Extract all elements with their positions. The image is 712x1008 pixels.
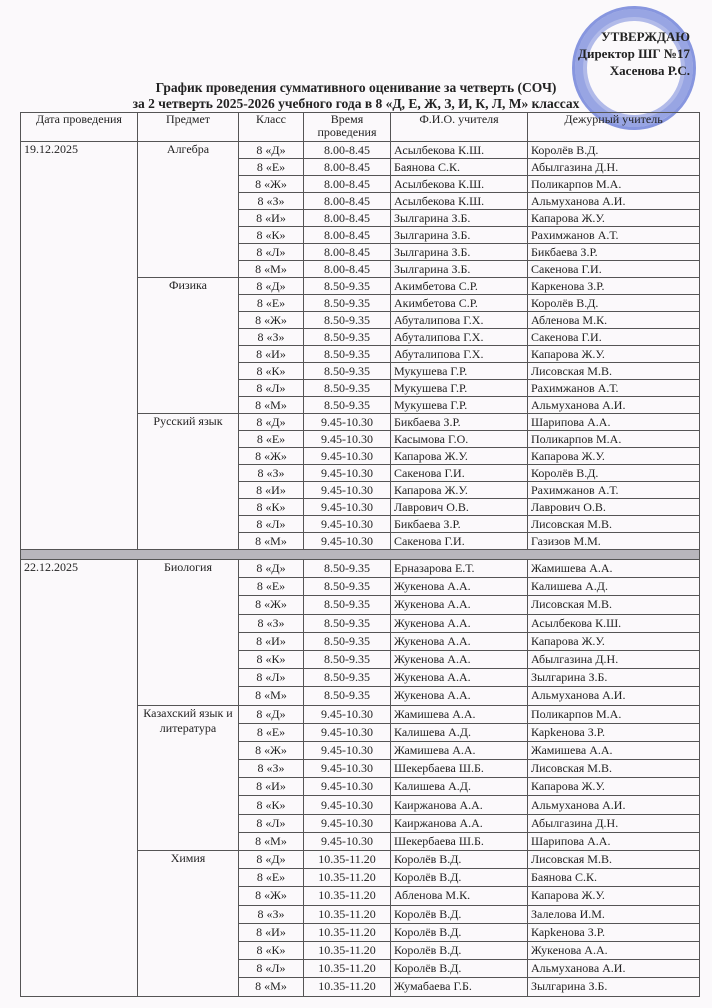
teacher-cell: Королёв В.Д. [391, 960, 528, 978]
class-cell: 8 «З» [239, 329, 304, 346]
class-cell: 8 «И» [239, 346, 304, 363]
approval-name: Хасенова Р.С. [609, 63, 690, 78]
time-cell: 10.35-11.20 [304, 869, 391, 887]
teacher-cell: Асылбекова К.Ш. [391, 142, 528, 159]
time-cell: 8.00-8.45 [304, 142, 391, 159]
time-cell: 10.35-11.20 [304, 978, 391, 996]
time-cell: 9.45-10.30 [304, 499, 391, 516]
teacher-cell: Акимбетова С.Р. [391, 278, 528, 295]
teacher-cell: Шекербаева Ш.Б. [391, 832, 528, 850]
duty-teacher-cell: Сакенова Г.И. [528, 261, 700, 278]
teacher-cell: Бикбаева З.Р. [391, 516, 528, 533]
class-cell: 8 «Д» [239, 414, 304, 431]
teacher-cell: Калишева А.Д. [391, 723, 528, 741]
header-date: Дата проведения [21, 113, 138, 142]
time-cell: 8.50-9.35 [304, 560, 391, 578]
teacher-cell: Каиржанова А.А. [391, 814, 528, 832]
teacher-cell: Королёв В.Д. [391, 923, 528, 941]
table-row [21, 142, 700, 159]
class-cell: 8 «М» [239, 533, 304, 550]
teacher-cell: Королёв В.Д. [391, 869, 528, 887]
class-cell: 8 «Е» [239, 295, 304, 312]
time-cell: 10.35-11.20 [304, 923, 391, 941]
header-subject: Предмет [138, 113, 239, 142]
teacher-cell: Королёв В.Д. [391, 851, 528, 869]
header-time: Время проведения [304, 113, 391, 142]
time-cell: 8.00-8.45 [304, 261, 391, 278]
time-cell: 8.50-9.35 [304, 363, 391, 380]
duty-teacher-cell: Жамишева А.А. [528, 741, 700, 759]
class-cell: 8 «К» [239, 796, 304, 814]
teacher-cell: Жукенова А.А. [391, 669, 528, 687]
teacher-cell: Зылгарина З.Б. [391, 244, 528, 261]
class-cell: 8 «М» [239, 832, 304, 850]
class-cell: 8 «З» [239, 760, 304, 778]
duty-teacher-cell: Рахимжанов А.Т. [528, 482, 700, 499]
duty-teacher-cell: Лаврович О.В. [528, 499, 700, 516]
duty-teacher-cell: Капарова Ж.У. [528, 210, 700, 227]
class-cell: 8 «З» [239, 614, 304, 632]
class-cell: 8 «К» [239, 499, 304, 516]
teacher-cell: Абуталипова Г.Х. [391, 329, 528, 346]
time-cell: 9.45-10.30 [304, 832, 391, 850]
time-cell: 10.35-11.20 [304, 960, 391, 978]
class-cell: 8 «М» [239, 687, 304, 705]
teacher-cell: Жукенова А.А. [391, 650, 528, 668]
time-cell: 8.50-9.35 [304, 312, 391, 329]
class-cell: 8 «Д» [239, 560, 304, 578]
time-cell: 10.35-11.20 [304, 905, 391, 923]
time-cell: 8.50-9.35 [304, 278, 391, 295]
duty-teacher-cell: Лисовская М.В. [528, 363, 700, 380]
time-cell: 8.00-8.45 [304, 159, 391, 176]
time-cell: 9.45-10.30 [304, 533, 391, 550]
class-cell: 8 «Е» [239, 578, 304, 596]
duty-teacher-cell: Бикбаева З.Р. [528, 244, 700, 261]
class-cell: 8 «Е» [239, 723, 304, 741]
class-cell: 8 «М» [239, 397, 304, 414]
duty-teacher-cell: Альмуханова А.И. [528, 796, 700, 814]
header-class: Класс [239, 113, 304, 142]
class-cell: 8 «Ж» [239, 887, 304, 905]
teacher-cell: Сакенова Г.И. [391, 465, 528, 482]
time-cell: 9.45-10.30 [304, 760, 391, 778]
duty-teacher-cell: Баянова С.К. [528, 869, 700, 887]
teacher-cell: Жукенова А.А. [391, 687, 528, 705]
class-cell: 8 «Д» [239, 851, 304, 869]
teacher-cell: Баянова С.К. [391, 159, 528, 176]
teacher-cell: Шекербаева Ш.Б. [391, 760, 528, 778]
table-header-row [21, 113, 700, 142]
teacher-cell: Зылгарина З.Б. [391, 210, 528, 227]
duty-teacher-cell: Рахимжанов А.Т. [528, 380, 700, 397]
duty-teacher-cell: Альмуханова А.И. [528, 960, 700, 978]
class-cell: 8 «Д» [239, 142, 304, 159]
teacher-cell: Жамишева А.А. [391, 705, 528, 723]
time-cell: 8.00-8.45 [304, 244, 391, 261]
approval-label: УТВЕРЖДАЮ [601, 29, 690, 44]
duty-teacher-cell: Королёв В.Д. [528, 465, 700, 482]
duty-teacher-cell: Поликарпов М.А. [528, 431, 700, 448]
teacher-cell: Сакенова Г.И. [391, 533, 528, 550]
teacher-cell: Каиржанова А.А. [391, 796, 528, 814]
time-cell: 9.45-10.30 [304, 516, 391, 533]
time-cell: 9.45-10.30 [304, 482, 391, 499]
duty-teacher-cell: Шарипова А.А. [528, 414, 700, 431]
duty-teacher-cell: Альмуханова А.И. [528, 687, 700, 705]
subject-cell: Биология [138, 560, 239, 706]
time-cell: 8.50-9.35 [304, 346, 391, 363]
class-cell: 8 «З» [239, 905, 304, 923]
teacher-cell: Жамишева А.А. [391, 741, 528, 759]
duty-teacher-cell: Газизов М.М. [528, 533, 700, 550]
approval-block [578, 28, 690, 79]
time-cell: 8.50-9.35 [304, 632, 391, 650]
duty-teacher-cell: Лисовская М.В. [528, 516, 700, 533]
header-duty-teacher: Дежурный учитель [528, 113, 700, 142]
class-cell: 8 «Л» [239, 960, 304, 978]
subject-cell: Казахский язык и литература [138, 705, 239, 851]
teacher-cell: Асылбекова К.Ш. [391, 193, 528, 210]
duty-teacher-cell: Абленова М.К. [528, 312, 700, 329]
document-subtitle: за 2 четверть 2025-2026 учебного года в 8 «Д, Е, Ж, З, И, К, Л, М» классах [132, 96, 580, 111]
time-cell: 10.35-11.20 [304, 851, 391, 869]
class-cell: 8 «И» [239, 482, 304, 499]
teacher-cell: Мукушева Г.Р. [391, 380, 528, 397]
teacher-cell: Жукенова А.А. [391, 578, 528, 596]
time-cell: 8.50-9.35 [304, 295, 391, 312]
subject-cell: Химия [138, 851, 239, 997]
time-cell: 8.50-9.35 [304, 397, 391, 414]
teacher-cell: Жукенова А.А. [391, 614, 528, 632]
duty-teacher-cell: Лисовская М.В. [528, 596, 700, 614]
class-cell: 8 «Л» [239, 244, 304, 261]
class-cell: 8 «Ж» [239, 312, 304, 329]
teacher-cell: Абуталипова Г.Х. [391, 312, 528, 329]
subject-cell: Физика [138, 278, 239, 414]
class-cell: 8 «К» [239, 941, 304, 959]
duty-teacher-cell: Лисовская М.В. [528, 760, 700, 778]
duty-teacher-cell: Залелова И.М. [528, 905, 700, 923]
teacher-cell: Жукенова А.А. [391, 632, 528, 650]
time-cell: 9.45-10.30 [304, 465, 391, 482]
class-cell: 8 «Ж» [239, 741, 304, 759]
time-cell: 8.50-9.35 [304, 650, 391, 668]
schedule-table [20, 112, 700, 997]
duty-teacher-cell: Рахимжанов А.Т. [528, 227, 700, 244]
time-cell: 8.50-9.35 [304, 596, 391, 614]
teacher-cell: Калишева А.Д. [391, 778, 528, 796]
approval-position: Директор ШГ №17 [578, 46, 690, 61]
duty-teacher-cell: Абылгазина Д.Н. [528, 159, 700, 176]
time-cell: 8.00-8.45 [304, 176, 391, 193]
duty-teacher-cell: Зылгарина З.Б. [528, 978, 700, 996]
document-title: График проведения суммативного оценивание за четверть (СОЧ) [155, 80, 557, 95]
class-cell: 8 «И» [239, 632, 304, 650]
class-cell: 8 «Ж» [239, 176, 304, 193]
duty-teacher-cell: Капарова Ж.У. [528, 632, 700, 650]
subject-cell: Алгебра [138, 142, 239, 278]
class-cell: 8 «З» [239, 465, 304, 482]
duty-teacher-cell: Капарова Ж.У. [528, 887, 700, 905]
teacher-cell: Акимбетова С.Р. [391, 295, 528, 312]
duty-teacher-cell: Абылгазина Д.Н. [528, 650, 700, 668]
class-cell: 8 «К» [239, 363, 304, 380]
class-cell: 8 «М» [239, 261, 304, 278]
class-cell: 8 «И» [239, 923, 304, 941]
teacher-cell: Ерназарова Е.Т. [391, 560, 528, 578]
teacher-cell: Касымова Г.О. [391, 431, 528, 448]
time-cell: 8.50-9.35 [304, 687, 391, 705]
time-cell: 10.35-11.20 [304, 887, 391, 905]
teacher-cell: Капарова Ж.У. [391, 482, 528, 499]
time-cell: 8.50-9.35 [304, 380, 391, 397]
teacher-cell: Королёв В.Д. [391, 941, 528, 959]
time-cell: 8.50-9.35 [304, 669, 391, 687]
time-cell: 8.00-8.45 [304, 227, 391, 244]
duty-teacher-cell: Жамишева А.А. [528, 560, 700, 578]
duty-teacher-cell: Капарова Ж.У. [528, 778, 700, 796]
class-cell: 8 «Л» [239, 380, 304, 397]
time-cell: 9.45-10.30 [304, 778, 391, 796]
time-cell: 9.45-10.30 [304, 414, 391, 431]
time-cell: 10.35-11.20 [304, 941, 391, 959]
date-cell: 19.12.2025 [21, 142, 138, 550]
time-cell: 8.50-9.35 [304, 329, 391, 346]
duty-teacher-cell: Карkенова З.Р. [528, 723, 700, 741]
class-cell: 8 «Д» [239, 705, 304, 723]
time-cell: 9.45-10.30 [304, 705, 391, 723]
class-cell: 8 «И» [239, 210, 304, 227]
class-cell: 8 «Ж» [239, 596, 304, 614]
duty-teacher-cell: Асылбекова К.Ш. [528, 614, 700, 632]
time-cell: 9.45-10.30 [304, 796, 391, 814]
duty-teacher-cell: Альмуханова А.И. [528, 397, 700, 414]
time-cell: 8.00-8.45 [304, 193, 391, 210]
duty-teacher-cell: Шарипова А.А. [528, 832, 700, 850]
class-cell: 8 «Д» [239, 278, 304, 295]
time-cell: 9.45-10.30 [304, 431, 391, 448]
time-cell: 9.45-10.30 [304, 448, 391, 465]
duty-teacher-cell: Королёв В.Д. [528, 142, 700, 159]
teacher-cell: Жукенова А.А. [391, 596, 528, 614]
teacher-cell: Лаврович О.В. [391, 499, 528, 516]
date-cell: 22.12.2025 [21, 560, 138, 997]
duty-teacher-cell: Сакенова Г.И. [528, 329, 700, 346]
duty-teacher-cell: Поликарпов М.А. [528, 705, 700, 723]
class-cell: 8 «З» [239, 193, 304, 210]
duty-teacher-cell: Капарова Ж.У. [528, 448, 700, 465]
class-cell: 8 «Л» [239, 516, 304, 533]
class-cell: 8 «К» [239, 227, 304, 244]
time-cell: 8.00-8.45 [304, 210, 391, 227]
duty-teacher-cell: Карkенова З.Р. [528, 923, 700, 941]
duty-teacher-cell: Альмуханова А.И. [528, 193, 700, 210]
time-cell: 9.45-10.30 [304, 814, 391, 832]
teacher-cell: Зылгарина З.Б. [391, 261, 528, 278]
time-cell: 8.50-9.35 [304, 614, 391, 632]
class-cell: 8 «Ж» [239, 448, 304, 465]
teacher-cell: Мукушева Г.Р. [391, 363, 528, 380]
duty-teacher-cell: Зылгарина З.Б. [528, 669, 700, 687]
teacher-cell: Мукушева Г.Р. [391, 397, 528, 414]
class-cell: 8 «М» [239, 978, 304, 996]
time-cell: 8.50-9.35 [304, 578, 391, 596]
class-cell: 8 «Л» [239, 669, 304, 687]
duty-teacher-cell: Капарова Ж.У. [528, 346, 700, 363]
duty-teacher-cell: Поликарпов М.А. [528, 176, 700, 193]
duty-teacher-cell: Каркенова З.Р. [528, 278, 700, 295]
class-cell: 8 «Е» [239, 431, 304, 448]
duty-teacher-cell: Жукенова А.А. [528, 941, 700, 959]
teacher-cell: Зылгарина З.Б. [391, 227, 528, 244]
separator-cell [21, 550, 700, 560]
duty-teacher-cell: Абылгазина Д.Н. [528, 814, 700, 832]
class-cell: 8 «Е» [239, 159, 304, 176]
class-cell: 8 «К» [239, 650, 304, 668]
duty-teacher-cell: Калишева А.Д. [528, 578, 700, 596]
time-cell: 9.45-10.30 [304, 723, 391, 741]
class-cell: 8 «Л» [239, 814, 304, 832]
table-row [21, 560, 700, 578]
teacher-cell: Асылбекова К.Ш. [391, 176, 528, 193]
header-teacher: Ф.И.О. учителя [391, 113, 528, 142]
duty-teacher-cell: Королёв В.Д. [528, 295, 700, 312]
teacher-cell: Бикбаева З.Р. [391, 414, 528, 431]
subject-cell: Русский язык [138, 414, 239, 550]
class-cell: 8 «И» [239, 778, 304, 796]
day-separator [21, 550, 700, 560]
teacher-cell: Капарова Ж.У. [391, 448, 528, 465]
teacher-cell: Абленова М.К. [391, 887, 528, 905]
class-cell: 8 «Е» [239, 869, 304, 887]
time-cell: 9.45-10.30 [304, 741, 391, 759]
duty-teacher-cell: Лисовская М.В. [528, 851, 700, 869]
teacher-cell: Жумабаева Г.Б. [391, 978, 528, 996]
teacher-cell: Абуталипова Г.Х. [391, 346, 528, 363]
teacher-cell: Королёв В.Д. [391, 905, 528, 923]
